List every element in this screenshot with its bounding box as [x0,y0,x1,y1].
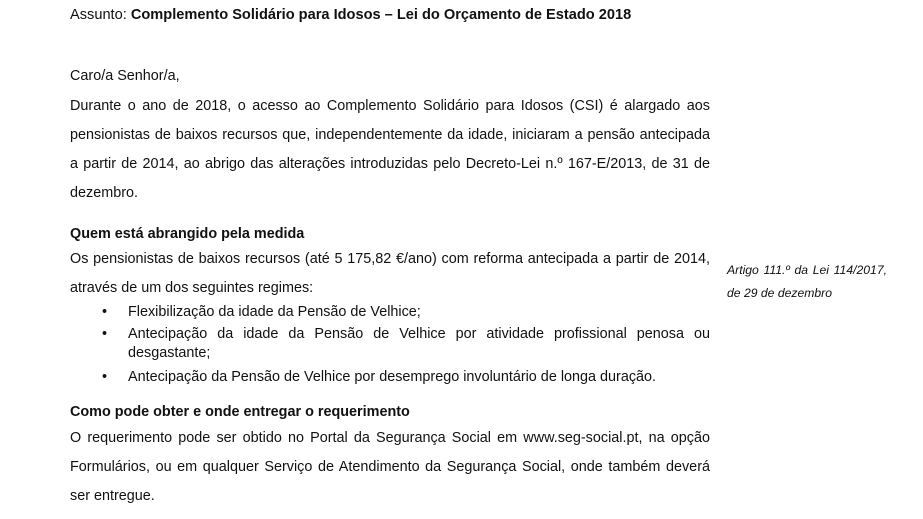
how-paragraph: O requerimento pode ser obtido no Portal da Segurança Social em www.seg-social.pt, na opção Formulários, ou em qualquer Serviço de Atendimento da Segurança Social, onde também deverá ser entregue. [70,430,710,504]
subject-label: Assunto: [70,7,131,23]
regimes-list [70,303,710,387]
who-paragraph: Os pensionistas de baixos recursos (até 5 175,82 €/ano) com reforma antecipada a partir de 2014, através de um dos seguintes regimes: [70,251,710,296]
section-heading-how: Como pode obter e onde entregar o requerimento [70,404,410,420]
bullet-icon: • [102,326,108,342]
list-item-text: Antecipação da idade da Pensão de Velhice por atividade profissional penosa ou desgastante; [128,326,710,361]
list-item [70,303,710,322]
list-item-text: Antecipação da Pensão de Velhice por desemprego involuntário de longa duração. [128,369,657,385]
subject-title: Complemento Solidário para Idosos – Lei do Orçamento de Estado 2018 [130,7,632,23]
intro-paragraph: Durante o ano de 2018, o acesso ao Complemento Solidário para Idosos (CSI) é alargado aos pensionistas de baixos recursos que, independentemente da idade, iniciaram a pensão antecipada a partir de 2014, ao abrigo das alterações introduzidas pelo Decreto-Lei n.º 167-E/2013, de 31 de dezembro. [70,98,710,201]
list-item-text: Flexibilização da idade da Pensão de Velhice; [128,304,421,320]
legal-reference-note: Artigo 111.º da Lei 114/2017, de 29 de dezembro [727,263,887,300]
greeting: Caro/a Senhor/a, [70,68,180,84]
section-heading-who: Quem está abrangido pela medida [70,226,305,242]
bullet-icon: • [102,369,108,385]
subject-line [70,7,631,23]
list-item [70,325,710,363]
bullet-icon: • [102,304,108,320]
list-item [70,368,710,387]
